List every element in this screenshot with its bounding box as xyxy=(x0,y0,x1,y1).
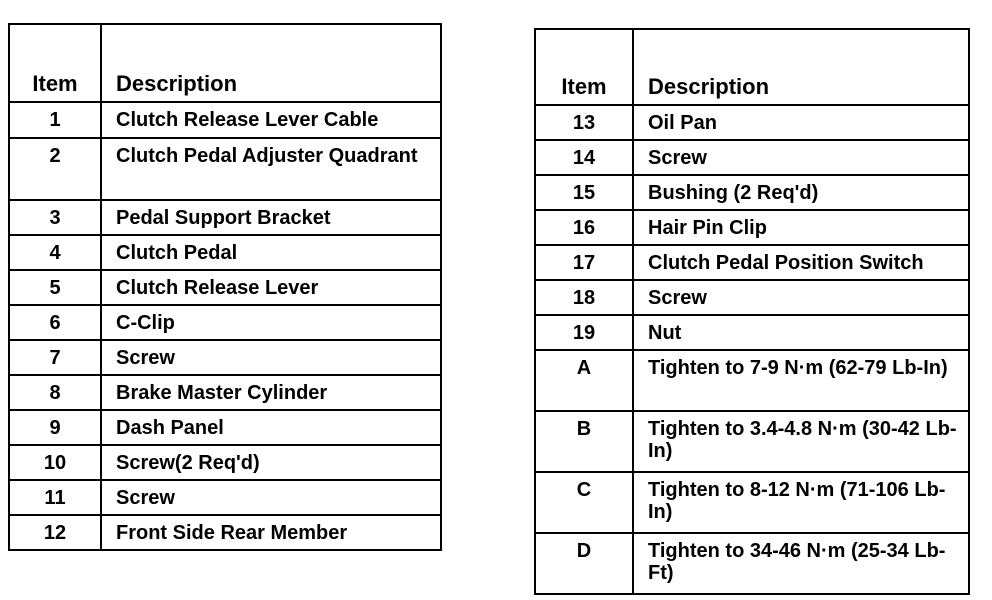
item-number: 17 xyxy=(535,245,633,280)
table-row xyxy=(9,305,441,340)
item-description: Clutch Pedal Adjuster Quadrant xyxy=(101,138,441,200)
item-description: Clutch Pedal Position Switch xyxy=(633,245,969,280)
table-row xyxy=(9,270,441,305)
item-number: 11 xyxy=(9,480,101,515)
item-number: 14 xyxy=(535,140,633,175)
item-number: 13 xyxy=(535,105,633,140)
table-row xyxy=(9,235,441,270)
item-number: 4 xyxy=(9,235,101,270)
item-description: Tighten to 8-12 N·m (71-106 Lb-In) xyxy=(633,472,969,533)
item-number: 6 xyxy=(9,305,101,340)
item-number: 18 xyxy=(535,280,633,315)
parts-table-left xyxy=(8,23,442,551)
item-description: C-Clip xyxy=(101,305,441,340)
item-number: 1 xyxy=(9,102,101,138)
table-row xyxy=(535,210,969,245)
item-description: Bushing (2 Req'd) xyxy=(633,175,969,210)
table-row xyxy=(535,105,969,140)
item-number: A xyxy=(535,350,633,411)
table-row xyxy=(9,138,441,200)
description-column-header: Description xyxy=(101,24,441,102)
item-description: Screw xyxy=(633,140,969,175)
item-description: Dash Panel xyxy=(101,410,441,445)
item-description: Hair Pin Clip xyxy=(633,210,969,245)
table-row xyxy=(535,245,969,280)
item-description: Tighten to 3.4-4.8 N·m (30-42 Lb-In) xyxy=(633,411,969,472)
item-description: Brake Master Cylinder xyxy=(101,375,441,410)
item-number: B xyxy=(535,411,633,472)
table-row xyxy=(9,410,441,445)
table-row xyxy=(9,445,441,480)
description-column-header: Description xyxy=(633,29,969,105)
item-column-header: Item xyxy=(535,29,633,105)
item-description: Oil Pan xyxy=(633,105,969,140)
item-description: Tighten to 7-9 N·m (62-79 Lb-In) xyxy=(633,350,969,411)
item-number: 12 xyxy=(9,515,101,550)
item-description: Tighten to 34-46 N·m (25-34 Lb-Ft) xyxy=(633,533,969,594)
item-description: Clutch Pedal xyxy=(101,235,441,270)
item-description: Pedal Support Bracket xyxy=(101,200,441,235)
table-row xyxy=(535,533,969,594)
table-row xyxy=(9,200,441,235)
table-row xyxy=(9,375,441,410)
table-row xyxy=(9,340,441,375)
item-column-header: Item xyxy=(9,24,101,102)
item-number: 15 xyxy=(535,175,633,210)
table-row xyxy=(9,515,441,550)
item-description: Screw xyxy=(101,480,441,515)
item-description: Screw xyxy=(101,340,441,375)
item-number: 9 xyxy=(9,410,101,445)
item-number: C xyxy=(535,472,633,533)
table-header-row xyxy=(9,24,441,102)
item-number: 10 xyxy=(9,445,101,480)
item-description: Screw(2 Req'd) xyxy=(101,445,441,480)
item-number: 7 xyxy=(9,340,101,375)
table-row xyxy=(9,102,441,138)
item-description: Screw xyxy=(633,280,969,315)
item-number: 8 xyxy=(9,375,101,410)
table-row xyxy=(535,280,969,315)
table-header-row xyxy=(535,29,969,105)
table-row xyxy=(535,411,969,472)
table-row xyxy=(535,175,969,210)
item-number: 3 xyxy=(9,200,101,235)
table-row xyxy=(535,315,969,350)
item-description: Nut xyxy=(633,315,969,350)
table-row xyxy=(535,350,969,411)
item-description: Front Side Rear Member xyxy=(101,515,441,550)
item-number: 5 xyxy=(9,270,101,305)
item-number: D xyxy=(535,533,633,594)
table-row xyxy=(9,480,441,515)
item-description: Clutch Release Lever Cable xyxy=(101,102,441,138)
table-row xyxy=(535,140,969,175)
item-number: 16 xyxy=(535,210,633,245)
parts-table-right xyxy=(534,28,970,595)
item-number: 2 xyxy=(9,138,101,200)
item-description: Clutch Release Lever xyxy=(101,270,441,305)
table-row xyxy=(535,472,969,533)
item-number: 19 xyxy=(535,315,633,350)
